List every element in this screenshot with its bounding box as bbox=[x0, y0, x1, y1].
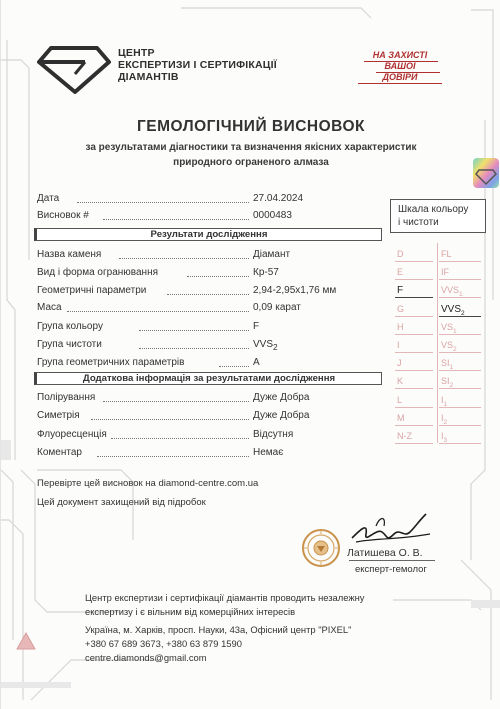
organization-name bbox=[118, 47, 277, 83]
document-title: ГЕМОЛОГІЧНИЙ ВИСНОВОК bbox=[136, 118, 365, 135]
scale-color-grade: D bbox=[397, 249, 404, 259]
triangle-decoration-icon bbox=[16, 632, 36, 650]
slogan bbox=[358, 48, 442, 86]
scale-title-line1: Шкала кольору bbox=[398, 204, 469, 215]
result-value: $VVS_2$ bbox=[253, 339, 278, 352]
scale-row bbox=[395, 431, 485, 449]
additional-section-header: Додаткова інформація за результатами дослідження bbox=[34, 372, 382, 385]
verify-site-link[interactable]: diamond-centre.com.ua bbox=[158, 478, 259, 489]
number-label: Висновок # bbox=[37, 210, 89, 221]
footer-line1: Центр експертизи і сертифікації діамантів проводить незалежну bbox=[85, 592, 365, 603]
scale-color-grade: G bbox=[397, 303, 405, 314]
scale-color-grade: F bbox=[397, 285, 404, 297]
scale-clarity-grade: FL bbox=[441, 249, 452, 259]
result-value: 0,09 карат bbox=[253, 302, 301, 313]
slogan-line2: ВАШОЇ bbox=[384, 61, 416, 71]
scale-color-grade: H bbox=[397, 321, 404, 332]
result-value: Кр-57 bbox=[253, 267, 279, 278]
scale-row bbox=[395, 322, 485, 340]
scale-row bbox=[395, 304, 485, 322]
scale-row bbox=[395, 376, 485, 394]
slogan-line1: НА ЗАХИСТІ bbox=[372, 50, 428, 60]
result-label: Група чистоти bbox=[37, 339, 102, 350]
hologram-icon bbox=[473, 158, 499, 188]
result-label: Назва каменя bbox=[37, 249, 102, 260]
signature-line bbox=[349, 560, 435, 561]
result-label: Вид і форма огранювання bbox=[37, 267, 159, 278]
scale-clarity-grade: $VVS_2$ bbox=[441, 303, 465, 317]
result-value: 2,94-2,95х1,76 мм bbox=[253, 285, 337, 296]
result-label: Маса bbox=[37, 302, 62, 313]
result-label: Група геометричних параметрів bbox=[37, 357, 185, 368]
scale-color-grade: L bbox=[397, 394, 403, 405]
scale-clarity-grade: $I_1$ bbox=[441, 394, 448, 408]
additional-label: Симетрія bbox=[37, 410, 80, 421]
scale-clarity-grade: IF bbox=[441, 267, 449, 278]
diamond-logo-icon bbox=[37, 44, 111, 94]
verify-prefix: Перевірте цей висновок на bbox=[37, 478, 159, 489]
org-name-line1: ЦЕНТР bbox=[118, 47, 155, 59]
scale-color-grade: K bbox=[397, 376, 404, 387]
additional-label: Полірування bbox=[37, 392, 96, 403]
document-subtitle bbox=[41, 140, 461, 170]
date-value: 27.04.2024 bbox=[253, 193, 304, 204]
result-value: Діамант bbox=[253, 249, 291, 260]
scale-clarity-grade: $VS_2$ bbox=[441, 340, 457, 353]
slogan-line3: ДОВІРИ bbox=[382, 72, 418, 82]
additional-value: Дуже Добра bbox=[253, 410, 310, 421]
scale-row bbox=[395, 267, 485, 285]
additional-label: Флуоресценція bbox=[37, 429, 107, 440]
footer-phones: +380 67 689 3673, +380 63 879 1590 bbox=[85, 638, 242, 649]
footer-email[interactable]: centre.diamonds@gmail.com bbox=[85, 652, 207, 663]
scale-clarity-grade: $I_2$ bbox=[441, 412, 448, 426]
footer-address: Україна, м. Харків, просп. Науки, 43а, Офісний центр "PIXEL" bbox=[85, 624, 352, 635]
additional-value: Відсутня bbox=[253, 429, 294, 440]
scale-row bbox=[395, 285, 485, 303]
results-section-header: Результати дослідження bbox=[34, 228, 382, 241]
seal-stamp-icon bbox=[301, 528, 341, 568]
scale-color-grade: E bbox=[397, 267, 404, 278]
expert-name: Латишева О. В. bbox=[347, 547, 423, 559]
scale-row bbox=[395, 358, 485, 376]
signature-image bbox=[346, 508, 436, 552]
additional-label: Коментар bbox=[37, 447, 82, 458]
protection-note: Цей документ захищений від підробок bbox=[37, 497, 206, 508]
scale-title-line2: і чистоти bbox=[398, 217, 439, 228]
scale-row bbox=[395, 413, 485, 431]
org-name-line3: ДІАМАНТІВ bbox=[118, 71, 179, 83]
result-value: F bbox=[253, 321, 260, 332]
scale-color-grade: J bbox=[397, 358, 402, 369]
subtitle-line2: природного ограненого алмаза bbox=[173, 157, 329, 168]
subtitle-line1: за результатами діагностики та визначення якісних характеристик bbox=[85, 142, 417, 153]
result-value: A bbox=[253, 357, 260, 368]
scale-row bbox=[395, 395, 485, 413]
result-label: Геометричні параметри bbox=[37, 285, 147, 296]
scale-clarity-grade: $SI_1$ bbox=[441, 358, 454, 371]
color-clarity-scale-title bbox=[390, 199, 486, 233]
scale-row bbox=[395, 340, 485, 358]
number-value: 0000483 bbox=[253, 210, 292, 221]
result-label: Група кольору bbox=[37, 321, 103, 332]
scale-clarity-grade: $SI_2$ bbox=[441, 376, 454, 390]
footer-line2: експертизу і є вільним від комерційних інтересів bbox=[85, 606, 296, 617]
scale-color-grade: M bbox=[397, 412, 405, 423]
additional-value: Немає bbox=[253, 447, 284, 458]
scale-clarity-grade: $I_3$ bbox=[441, 431, 448, 444]
expert-role: експерт-гемолог bbox=[355, 564, 427, 575]
additional-value: Дуже Добра bbox=[253, 392, 310, 403]
scale-clarity-grade: $VVS_1$ bbox=[441, 285, 463, 299]
org-name-line2: ЕКСПЕРТИЗИ І СЕРТИФІКАЦІЇ bbox=[118, 59, 277, 71]
date-label: Дата bbox=[37, 193, 60, 204]
verify-note bbox=[37, 478, 258, 489]
scale-clarity-grade: $VS_1$ bbox=[441, 321, 457, 335]
scale-color-grade: I bbox=[397, 340, 400, 350]
scale-row bbox=[395, 249, 485, 267]
scale-color-grade: N-Z bbox=[397, 431, 412, 441]
